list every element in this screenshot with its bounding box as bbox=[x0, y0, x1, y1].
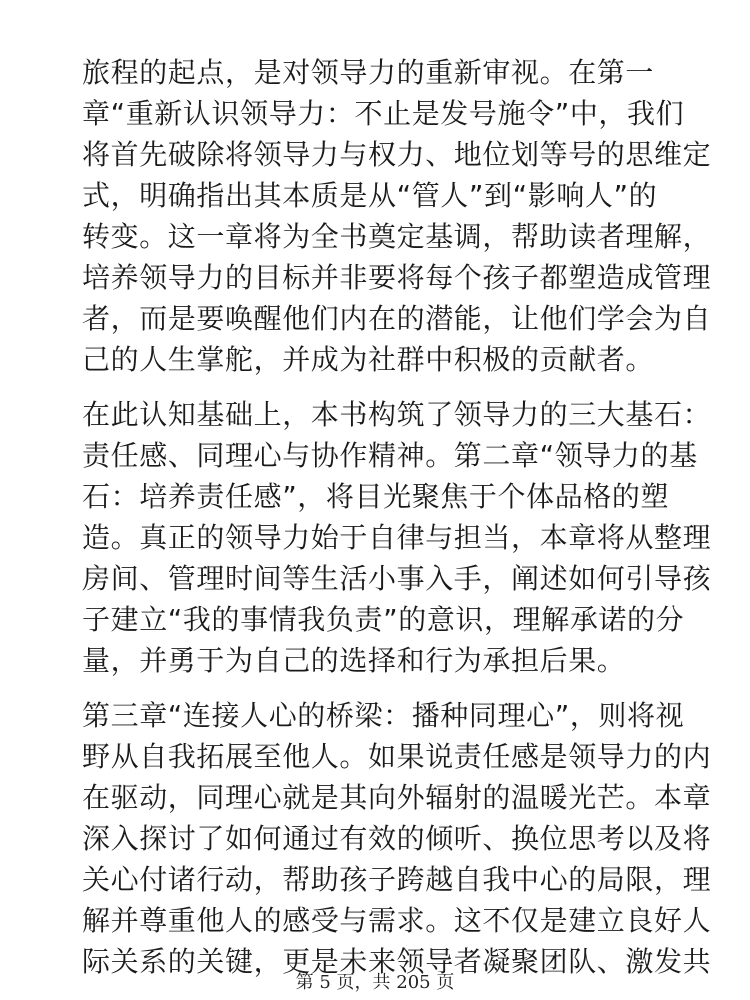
text-line: 造。真正的领导力始于自律与担当，本章将从整理 bbox=[82, 521, 712, 554]
paragraph-2 bbox=[82, 394, 712, 681]
text-line: 在驱动，同理心就是其向外辐射的温暖光芒。本章 bbox=[82, 781, 712, 814]
text-line: 解并尊重他人的感受与需求。这不仅是建立良好人 bbox=[82, 904, 712, 937]
text-line: 关心付诸行动，帮助孩子跨越自我中心的局限，理 bbox=[82, 863, 712, 896]
text-line: 转变。这一章将为全书奠定基调，帮助读者理解， bbox=[82, 220, 712, 253]
text-line: 将首先破除将领导力与权力、地位划等号的思维定 bbox=[82, 138, 712, 171]
paragraph-1 bbox=[82, 52, 712, 380]
text-line: 式，明确指出其本质是从“管人”到“影响人”的 bbox=[82, 179, 658, 212]
text-line: 野从自我拓展至他人。如果说责任感是领导力的内 bbox=[82, 740, 712, 773]
paragraph-3 bbox=[82, 695, 712, 982]
text-line: 量，并勇于为自己的选择和行为承担后果。 bbox=[82, 644, 626, 677]
text-line: 者，而是要唤醒他们内在的潜能，让他们学会为自 bbox=[82, 302, 712, 335]
text-line: 第三章“连接人心的桥梁：播种同理心”，则将视 bbox=[82, 699, 685, 732]
text-line: 深入探讨了如何通过有效的倾听、换位思考以及将 bbox=[82, 822, 712, 855]
text-line: 子建立“我的事情我负责”的意识，理解承诺的分 bbox=[82, 603, 685, 636]
text-line: 旅程的起点，是对领导力的重新审视。在第一 bbox=[82, 56, 655, 89]
text-line: 己的人生掌舵，并成为社群中积极的贡献者。 bbox=[82, 343, 655, 376]
page-footer: 第 5 页，共 205 页 bbox=[295, 972, 455, 993]
text-line: 在此认知基础上，本书构筑了领导力的三大基石： bbox=[82, 398, 712, 431]
text-line: 培养领导力的目标并非要将每个孩子都塑造成管理 bbox=[82, 261, 712, 294]
text-line: 责任感、同理心与协作精神。第二章“领导力的基 bbox=[82, 439, 698, 472]
text-line: 房间、管理时间等生活小事入手，阐述如何引导孩 bbox=[82, 562, 712, 595]
text-line: 章“重新认识领导力：不止是发号施令”中，我们 bbox=[82, 97, 685, 130]
text-line: 际关系的关键，更是未来领导者凝聚团队、激发共 bbox=[82, 945, 712, 978]
text-line: 石：培养责任感”，将目光聚焦于个体品格的塑 bbox=[82, 480, 670, 513]
body-text bbox=[82, 52, 712, 996]
